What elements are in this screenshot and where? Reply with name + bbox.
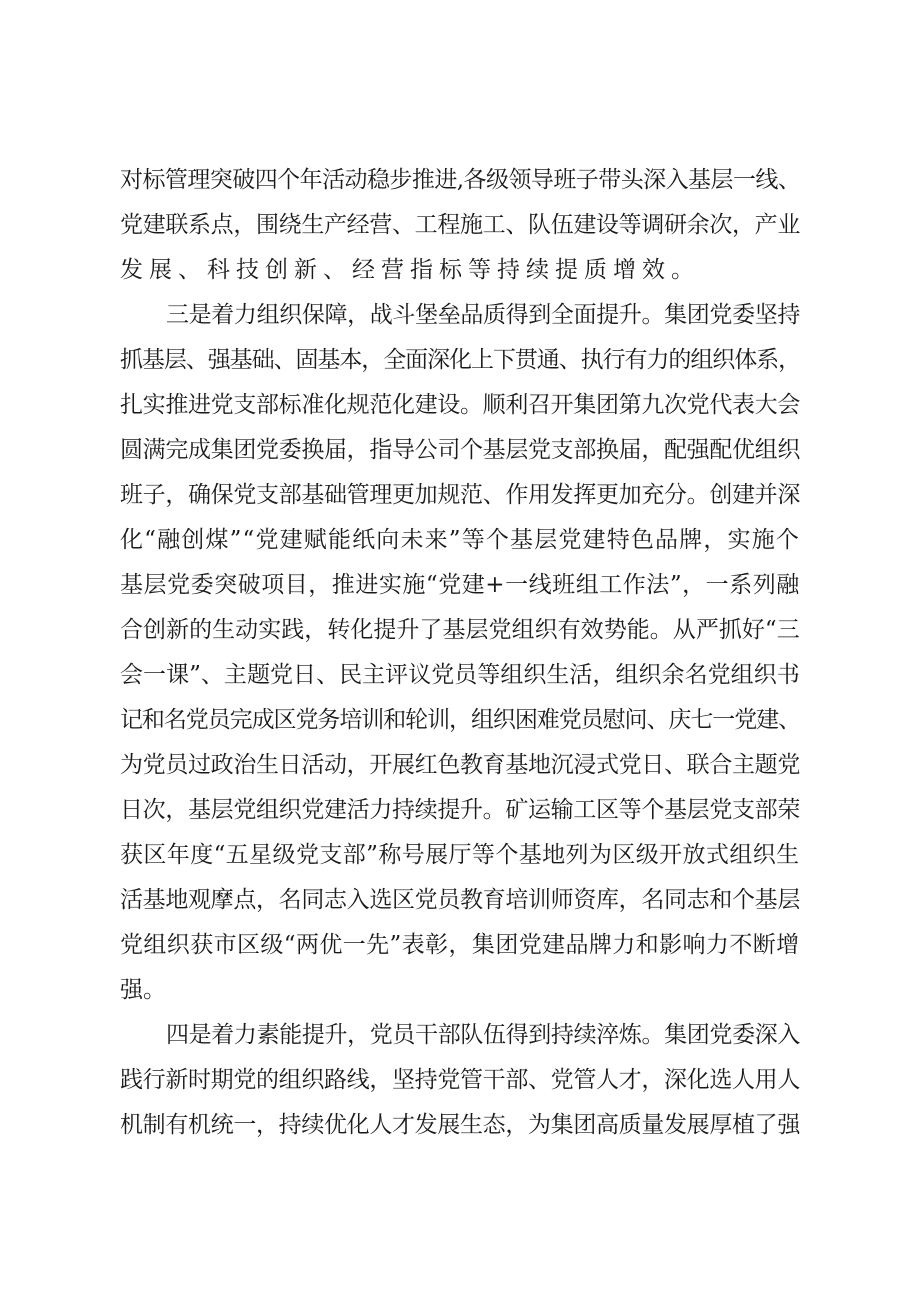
text-line: 基层党委突破项目，推进实施“党建+一线班组工作法”，一系列融	[120, 572, 800, 598]
text-line: 日次，基层党组织党建活力持续提升。矿运输工区等个基层党支部荣	[120, 797, 801, 823]
text-line: 会一课”、主题党日、民主评议党员等组织生活，组织余名党组织书	[120, 662, 800, 688]
text-line: 为党员过政治生日活动，开展红色教育基地沉浸式党日、联合主题党	[120, 752, 801, 778]
text-line: 三是着力组织保障，战斗堡垒品质得到全面提升。集团党委坚持	[166, 302, 801, 328]
text-line: 机制有机统一，持续优化人才发展生态，为集团高质量发展厚植了强	[120, 1112, 801, 1138]
text-line: 记和名党员完成区党务培训和轮训，组织困难党员慰问、庆七一党建、	[120, 707, 801, 733]
text-line: 四是着力素能提升，党员干部队伍得到持续淬炼。集团党委深入	[166, 1022, 801, 1048]
text-line: 获区年度“五星级党支部”称号展厅等个基地列为区级开放式组织生	[120, 842, 800, 868]
text-line: 强。	[120, 977, 166, 1003]
text-line: 党建联系点，围绕生产经营、工程施工、队伍建设等调研余次，产业	[120, 212, 801, 238]
text-line: 扎实推进党支部标准化规范化建设。顺利召开集团第九次党代表大会	[120, 392, 801, 418]
text-line: 合创新的生动实践，转化提升了基层党组织有效势能。从严抓好“三	[120, 617, 800, 643]
text-line: 圆满完成集团党委换届，指导公司个基层党支部换届，配强配优组织	[120, 437, 801, 463]
text-line: 抓基层、强基础、固基本，全面深化上下贯通、执行有力的组织体系，	[120, 347, 801, 373]
text-line: 活基地观摩点，名同志入选区党员教育培训师资库，名同志和个基层	[120, 887, 801, 913]
text-line: 班子，确保党支部基础管理更加规范、作用发挥更加充分。创建并深	[120, 482, 801, 508]
text-line: 对标管理突破四个年活动稳步推进,各级领导班子带头深入基层一线、	[120, 167, 801, 193]
text-line: 化“融创煤”“党建赋能纸向未来”等个基层党建特色品牌，实施个	[120, 527, 801, 553]
text-line: 践行新时期党的组织路线，坚持党管干部、党管人才，深化选人用人	[120, 1067, 801, 1093]
text-line: 发展、科技创新、经营指标等持续提质增效。	[120, 257, 700, 283]
text-line: 党组织获市区级“两优一先”表彰，集团党建品牌力和影响力不断增	[120, 932, 800, 958]
